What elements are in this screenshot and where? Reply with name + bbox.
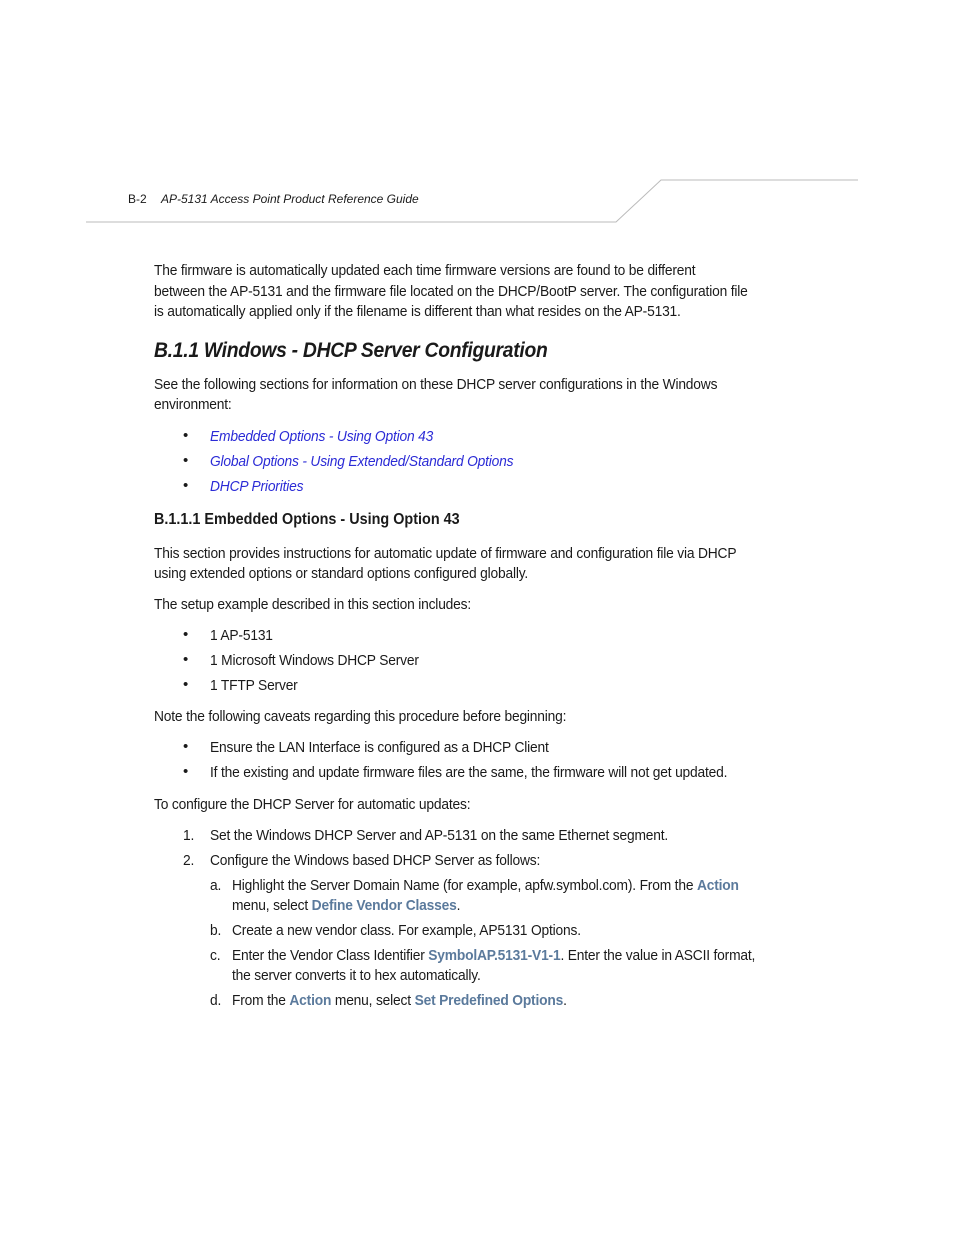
bullet-icon: • (183, 452, 189, 469)
bullet-icon: • (183, 477, 189, 494)
link-embedded-options[interactable]: Embedded Options - Using Option 43 (210, 428, 434, 445)
substep-a-line-2 (232, 896, 460, 917)
setup-item: 1 TFTP Server (210, 677, 298, 694)
running-header-title: AP-5131 Access Point Product Reference Guide (161, 192, 419, 206)
substep-text: Enter the Vendor Class Identifier (232, 947, 429, 964)
substep-text: . (563, 992, 567, 1009)
vendor-class-identifier: SymbolAP.5131-V1-1 (428, 947, 561, 964)
define-vendor-classes-reference: Define Vendor Classes (311, 897, 457, 914)
bullet-icon: • (183, 626, 189, 643)
substep-c-line-1 (232, 946, 755, 967)
substep-d-text (232, 991, 567, 1012)
link-dhcp-priorities[interactable]: DHCP Priorities (210, 478, 304, 495)
substep-text: . (456, 897, 461, 914)
step-text: Set the Windows DHCP Server and AP-5131 on the same Ethernet segment. (210, 827, 669, 844)
subsection-heading: B.1.1.1 Embedded Options - Using Option 43 (154, 511, 460, 528)
section-heading: B.1.1 Windows - DHCP Server Configuration (154, 339, 548, 362)
bullet-icon: • (183, 427, 189, 444)
step-number: 2. (183, 852, 195, 869)
para2: The setup example described in this section includes: (154, 596, 472, 613)
substep-label: d. (210, 992, 222, 1009)
bullet-icon: • (183, 651, 189, 668)
page-number: B-2 (128, 192, 147, 206)
bullet-icon: • (183, 763, 189, 780)
substep-label: c. (210, 947, 221, 964)
para4: To configure the DHCP Server for automatic updates: (154, 796, 471, 813)
substep-label: b. (210, 922, 222, 939)
para1-line-1: This section provides instructions for automatic update of firmware and configuration file via DHCP (154, 545, 737, 562)
setup-item: 1 Microsoft Windows DHCP Server (210, 652, 419, 669)
bullet-icon: • (183, 676, 189, 693)
caveat-item: If the existing and update firmware files are the same, the firmware will not get updated. (210, 764, 728, 781)
substep-a-line-1 (232, 876, 739, 897)
substep-c-line-2: the server converts it to hex automatically. (232, 967, 481, 984)
step-number: 1. (183, 827, 195, 844)
bullet-icon: • (183, 738, 189, 755)
substep-b-text: Create a new vendor class. For example, AP5131 Options. (232, 922, 581, 939)
caveat-item: Ensure the LAN Interface is configured as a DHCP Client (210, 739, 549, 756)
para3: Note the following caveats regarding this procedure before beginning: (154, 708, 567, 725)
substep-text: menu, select (331, 992, 415, 1009)
section-intro-line-1: See the following sections for information on these DHCP server configurations in the Windows (154, 376, 718, 393)
intro-line-3: is automatically applied only if the filename is different than what resides on the AP-5131. (154, 303, 681, 320)
substep-text: From the (232, 992, 290, 1009)
set-predefined-options-reference: Set Predefined Options (414, 992, 564, 1009)
setup-item: 1 AP-5131 (210, 627, 273, 644)
step-text: Configure the Windows based DHCP Server as follows: (210, 852, 541, 869)
intro-line-2: between the AP-5131 and the firmware file located on the DHCP/BootP server. The configuration file (154, 283, 748, 300)
substep-label: a. (210, 877, 222, 894)
para1-line-2: using extended options or standard options configured globally. (154, 565, 529, 582)
substep-text: menu, select (232, 897, 312, 914)
action-menu-reference: Action (289, 992, 332, 1009)
action-menu-reference: Action (696, 877, 739, 894)
section-intro-line-2: environment: (154, 396, 232, 413)
substep-text: Highlight the Server Domain Name (for example, apfw.symbol.com). From the (232, 877, 697, 894)
link-global-options[interactable]: Global Options - Using Extended/Standard Options (210, 453, 514, 470)
substep-text: . Enter the value in ASCII format, (560, 947, 756, 964)
intro-line-1: The firmware is automatically updated each time firmware versions are found to be different (154, 262, 696, 279)
header-rule (0, 0, 954, 260)
